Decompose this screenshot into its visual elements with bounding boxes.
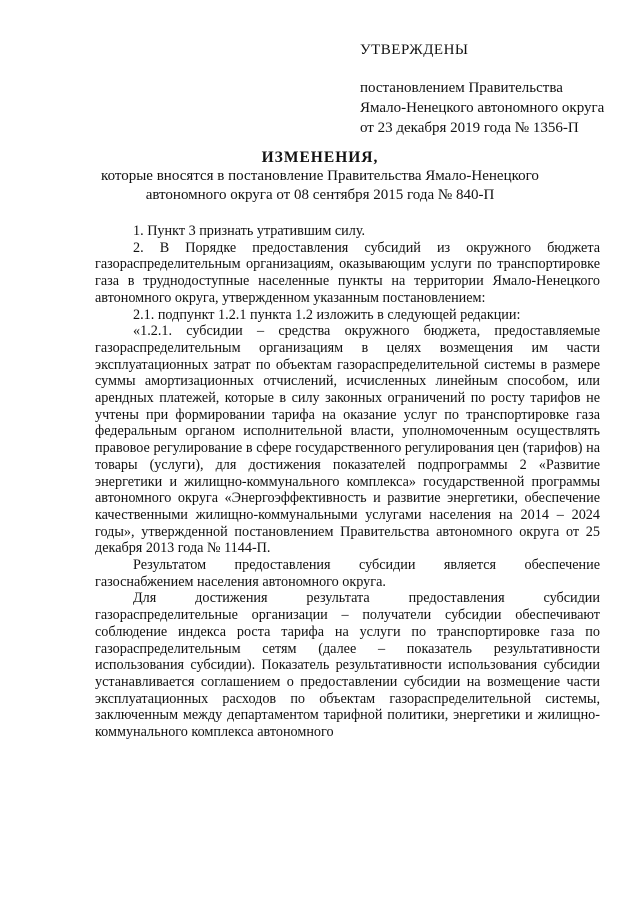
title-subtitle: автономного округа от 08 сентября 2015 года № 840-П bbox=[145, 187, 495, 203]
paragraph: Для достижения результата предоставления субсидии газораспределительные организации – получатели субсидии обеспечивают соблюдение индекса роста тарифа на услуги по транспортировке газа по газораспределительным сетям (далее – показатель результативности использования субсидии). Показатель результативности использования субсидии устанавливается соглашением о предоставлении субсидии на возмещение части эксплуатационных расходов по объектам газораспределительной системы, заключенным между департаментом тарифной политики, энергетики и жилищно-коммунального комплекса автономного bbox=[95, 590, 600, 741]
approval-heading: УТВЕРЖДЕНЫ bbox=[360, 42, 469, 58]
approval-line: от 23 декабря 2019 года № 1356-П bbox=[360, 120, 579, 136]
title-main: ИЗМЕНЕНИЯ, bbox=[261, 149, 379, 166]
paragraph: 2. В Порядке предоставления субсидий из окружного бюджета газораспределительным организациям, оказывающим услуги по транспортировке газа в труднодоступные населенные пункты на территории Ямало-Ненецкого автономного округа, утвержденном указанным постановлением: bbox=[95, 239, 600, 306]
approval-line: постановлением Правительства bbox=[360, 80, 563, 96]
paragraph: «1.2.1. субсидии – средства окружного бюджета, предоставляемые газораспределительным организациям в целях возмещения им части эксплуатационных затрат по объектам газораспределительной системы в размере суммы амортизационных отчислений, исчисленных линейным способом, или арендных платежей, которые в силу законных ограничений по росту тарифов не учтены при формировании тарифа на оказание услуг по транспортировке газа федеральным органом исполнительной власти, уполномоченным осуществлять правовое регулирование в сфере государственного регулирования цен (тарифов) на товары (услуги), для достижения показателей подпрограммы 2 «Развитие энергетики и жилищно-коммунального комплекса» государственной программы автономного округа «Энергоэффективность и развитие энергетики, обеспечение качественными жилищно-коммунальными услугами населения на 2014 – 2024 годы», утвержденной постановлением Правительства автономного округа от 25 декабря 2013 года № 1144-П. bbox=[95, 323, 600, 557]
approval-line: Ямало-Ненецкого автономного округа bbox=[360, 100, 605, 116]
document-title bbox=[60, 148, 580, 205]
approval-block bbox=[360, 40, 604, 138]
paragraph: 2.1. подпункт 1.2.1 пункта 1.2 изложить в следующей редакции: bbox=[133, 306, 521, 323]
paragraph: 1. Пункт 3 признать утратившим силу. bbox=[133, 223, 366, 239]
paragraph: Результатом предоставления субсидии является обеспечение газоснабжением населения автономного округа. bbox=[95, 557, 600, 590]
title-subtitle: которые вносятся в постановление Правительства Ямало-Ненецкого bbox=[101, 168, 539, 184]
document-body bbox=[95, 223, 600, 741]
